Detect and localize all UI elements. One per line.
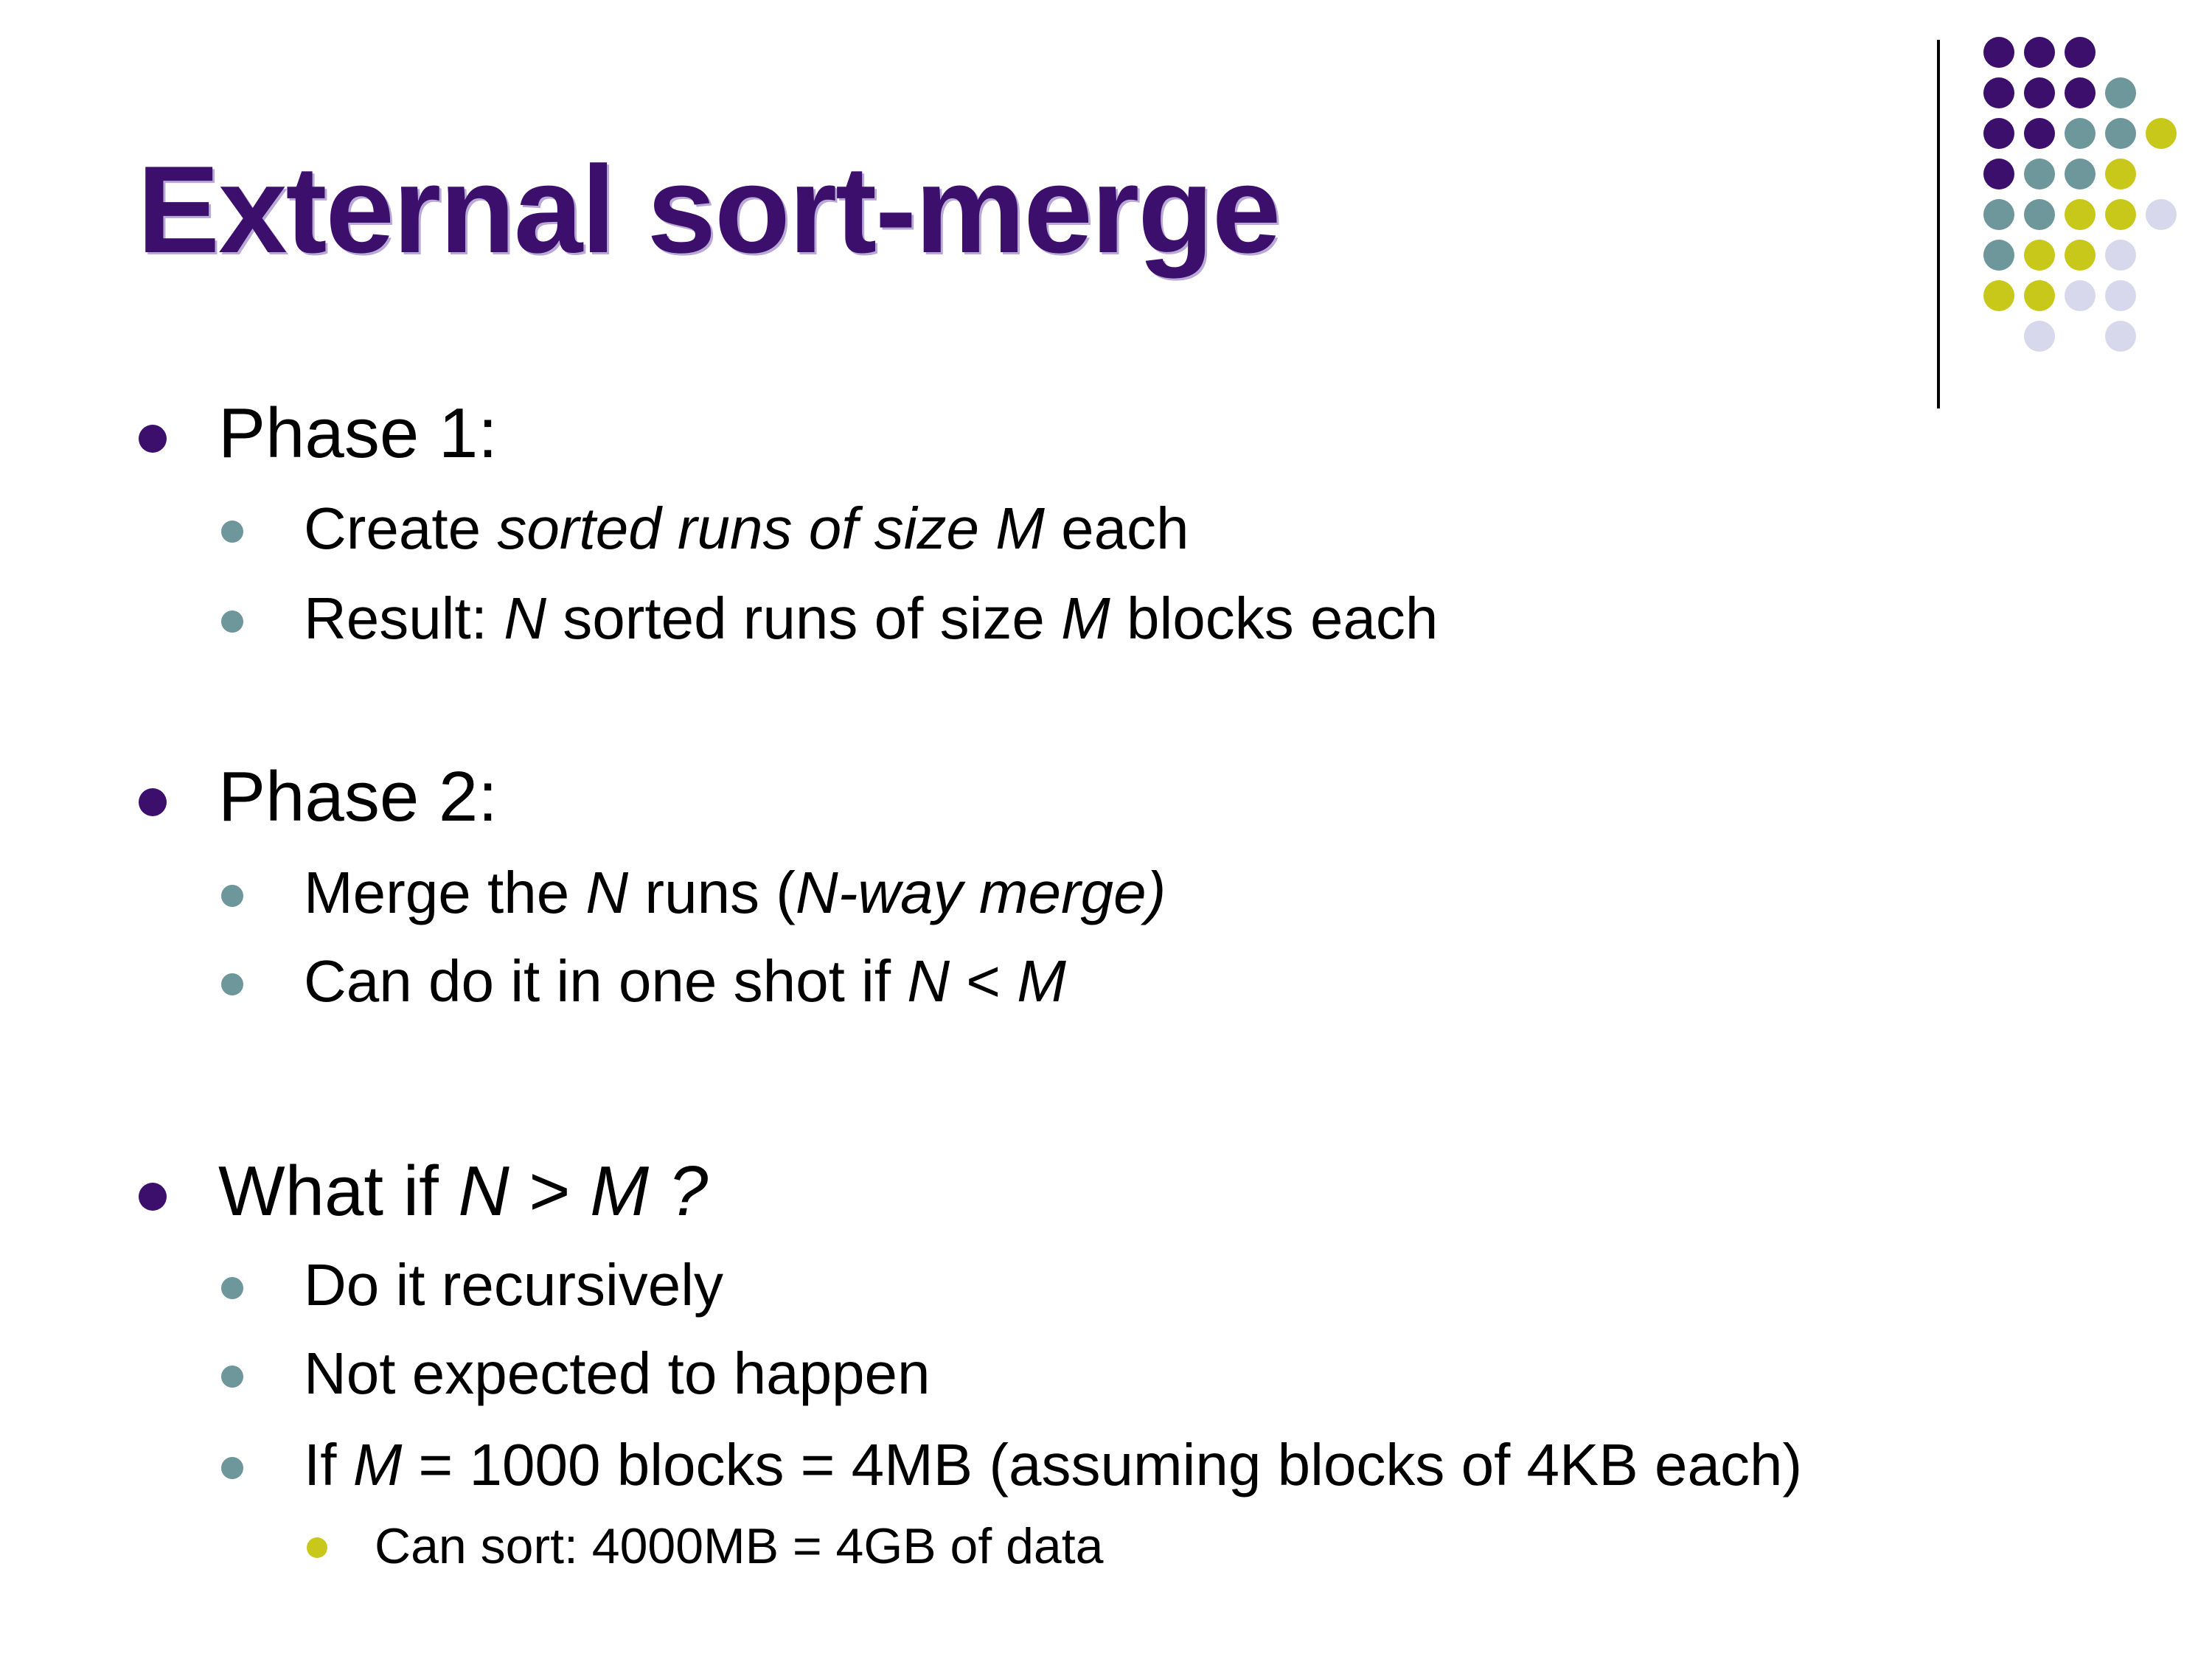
decorative-dot-yellow	[2105, 159, 2136, 189]
level1-bullet-icon	[139, 788, 167, 816]
decorative-dot-yellow	[2024, 240, 2055, 271]
decorative-dot-teal	[2024, 159, 2055, 189]
what-if-heading: What if N > M ?	[218, 1152, 709, 1231]
decorative-dot-yellow	[2065, 240, 2096, 271]
decorative-dot-lavender	[2105, 240, 2136, 271]
decorative-dot-purple	[1983, 159, 2014, 189]
level2-bullet-icon	[221, 885, 243, 907]
decorative-dot-lavender	[2105, 321, 2136, 352]
decorative-dot-purple	[2065, 77, 2096, 108]
what-if-item-recursive: Do it recursively	[304, 1252, 724, 1318]
decorative-dot-yellow	[2065, 199, 2096, 230]
level2-bullet-icon	[221, 1366, 243, 1388]
level1-bullet-icon	[139, 425, 167, 453]
phase2-item-one-shot: Can do it in one shot if N < M	[304, 948, 1066, 1014]
decorative-dot-purple	[1983, 37, 2014, 68]
decorative-dot-purple	[2024, 77, 2055, 108]
decorative-dot-teal	[2065, 159, 2096, 189]
what-if-item-example: If M = 1000 blocks = 4MB (assuming blocks of 4KB each)	[304, 1432, 1803, 1498]
level1-bullet-icon	[139, 1183, 167, 1211]
decorative-dot-lavender	[2105, 280, 2136, 311]
what-if-subitem-can-sort: Can sort: 4000MB = 4GB of data	[375, 1518, 1104, 1574]
decorative-dot-purple	[2024, 118, 2055, 149]
decorative-dot-teal	[2065, 118, 2096, 149]
level2-bullet-icon	[221, 1277, 243, 1299]
phase2-heading: Phase 2:	[218, 757, 498, 836]
phase1-item-result: Result: N sorted runs of size M blocks each	[304, 585, 1439, 651]
phase1-item-create: Create sorted runs of size M each	[304, 495, 1189, 561]
decorative-dot-yellow	[1983, 280, 2014, 311]
level2-bullet-icon	[221, 1457, 243, 1479]
decorative-dot-teal	[2105, 118, 2136, 149]
level2-bullet-icon	[221, 521, 243, 543]
decorative-dot-purple	[2024, 37, 2055, 68]
decorative-dot-lavender	[2024, 321, 2055, 352]
phase2-item-merge: Merge the N runs (N-way merge)	[304, 860, 1166, 925]
decorative-dot-yellow	[2105, 199, 2136, 230]
decorative-dot-purple	[2065, 37, 2096, 68]
decorative-dot-yellow	[2146, 118, 2177, 149]
level2-bullet-icon	[221, 973, 243, 995]
phase1-heading: Phase 1:	[218, 394, 498, 473]
level2-bullet-icon	[221, 611, 243, 633]
decorative-dot-teal	[2024, 199, 2055, 230]
decorative-dot-lavender	[2146, 199, 2177, 230]
decorative-dot-teal	[2105, 77, 2136, 108]
decorative-dot-purple	[1983, 118, 2014, 149]
decorative-dot-yellow	[2024, 280, 2055, 311]
decorative-dot-purple	[1983, 77, 2014, 108]
slide-title: External sort-merge	[137, 140, 1280, 279]
decorative-dot-teal	[1983, 240, 2014, 271]
decorative-dot-lavender	[2065, 280, 2096, 311]
level3-bullet-icon	[307, 1537, 327, 1558]
decorative-dot-teal	[1983, 199, 2014, 230]
title-divider-line	[1937, 40, 1940, 408]
what-if-item-not-expected: Not expected to happen	[304, 1340, 931, 1406]
